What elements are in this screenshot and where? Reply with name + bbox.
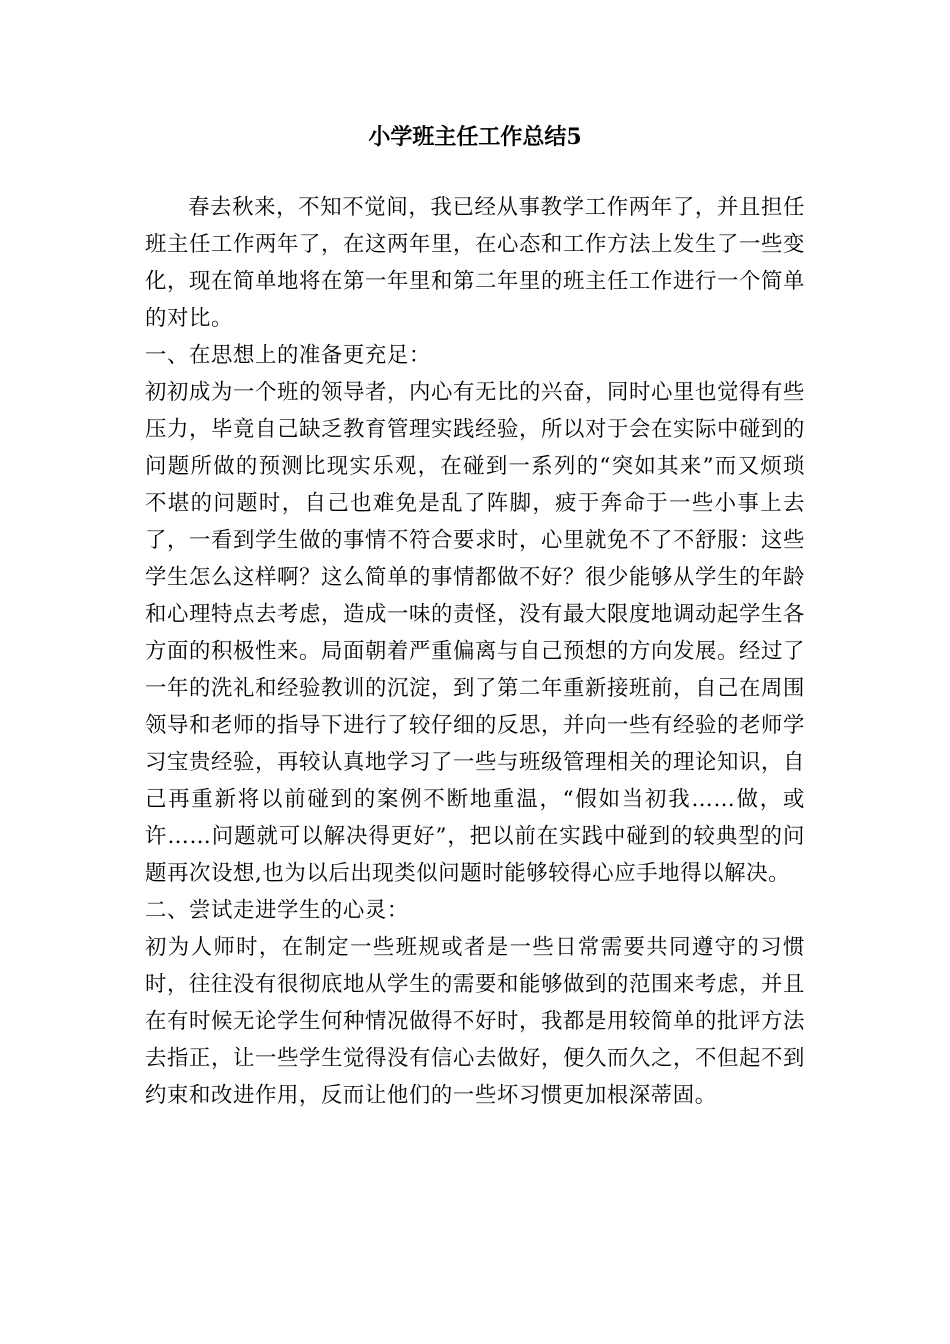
document-body xyxy=(145,189,805,1114)
section-heading-2: 二、尝试走进学生的心灵： xyxy=(145,898,409,923)
section-2-paragraph: 初为人师时，在制定一些班规或者是一些日常需要共同遵守的习惯时，往往没有很彻底地从学生的需要和能够做到的范围来考虑，并且在有时候无论学生何种情况做得不好时，我都是用较简单的批评方法去指正，让一些学生觉得没有信心去做好，便久而久之，不但起不到约束和改进作用，反而让他们的一些坏习惯更加根深蒂固。 xyxy=(145,935,805,1108)
document-title: 小学班主任工作总结5 xyxy=(368,124,582,150)
section-heading-1: 一、在思想上的准备更充足： xyxy=(145,343,431,368)
intro-paragraph: 春去秋来，不知不觉间，我已经从事教学工作两年了，并且担任班主任工作两年了，在这两年里，在心态和工作方法上发生了一些变化，现在简单地将在第一年里和第二年里的班主任工作进行一个简单的对比。 xyxy=(145,195,805,331)
section-1-paragraph: 初初成为一个班的领导者，内心有无比的兴奋，同时心里也觉得有些压力，毕竟自己缺乏教育管理实践经验，所以对于会在实际中碰到的问题所做的预测比现实乐观，在碰到一系列的“突如其来”而又烦琐不堪的问题时，自己也难免是乱了阵脚，疲于奔命于一些小事上去了，一看到学生做的事情不符合要求时，心里就免不了不舒服：这些学生怎么这样啊？这么简单的事情都做不好？很少能够从学生的年龄和心理特点去考虑，造成一味的责怪，没有最大限度地调动起学生各方面的积极性来。局面朝着严重偏离与自己预想的方向发展。经过了一年的洗礼和经验教训的沉淀，到了第二年重新接班前，自己在周围领导和老师的指导下进行了较仔细的反思，并向一些有经验的老师学习宝贵经验，再较认真地学习了一些与班级管理相关的理论知识，自己再重新将以前碰到的案例不断地重温，“假如当初我……做，或许……问题就可以解决得更好”，把以前在实践中碰到的较典型的问题再次设想,也为以后出现类似问题时能够较得心应手地得以解决。 xyxy=(145,380,805,886)
